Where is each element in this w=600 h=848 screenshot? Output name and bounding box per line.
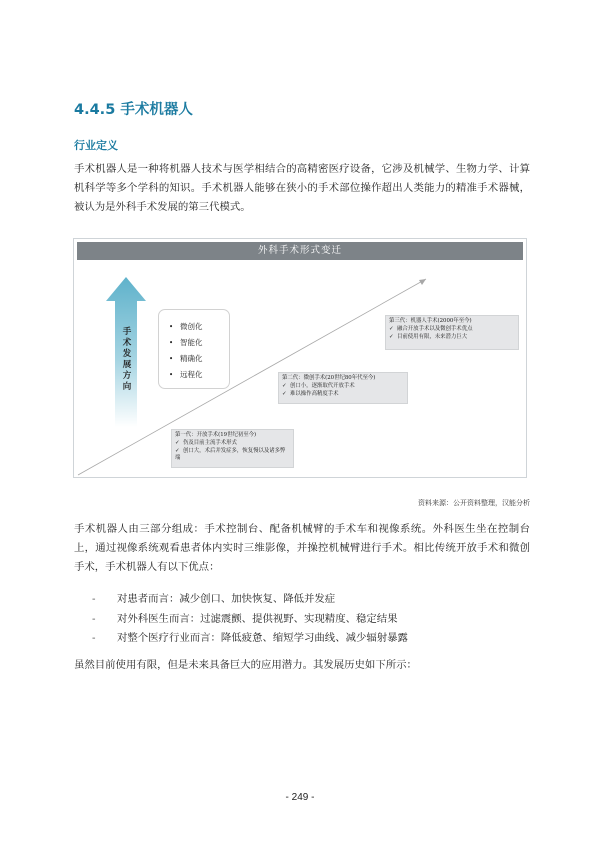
figure-graphics: [74, 239, 528, 479]
check-icon: ✓: [282, 390, 287, 397]
subsection-title: 行业定义: [74, 139, 118, 152]
characteristic-item: • 远程化: [169, 370, 203, 379]
figure-source: 资料来源：公开资料整理，汉能分析: [418, 499, 530, 507]
generation-point-text: 伤及目前主流手术形式: [183, 439, 237, 446]
dash-icon: -: [92, 632, 96, 644]
generation-title: 第二代：微创手术(20世纪80年代至今): [282, 375, 376, 381]
generation-title: 第一代：开放手术(19世纪初至今): [175, 432, 257, 438]
arrow-label-char: 手: [122, 327, 132, 337]
generation-point-text: 难以操作高精度手术: [290, 390, 339, 397]
check-icon: ✓: [175, 447, 180, 454]
generation-point-text: 目前使用有限，未来潜力巨大: [397, 333, 468, 340]
list-item-text: 对患者而言：减少创口、加快恢复、降低并发症: [117, 593, 336, 605]
list-item-text: 对外科医生而言：过滤震颤、提供视野、实现精度、稳定结果: [117, 612, 398, 625]
generation-point: [389, 326, 515, 334]
arrow-label: [121, 327, 133, 393]
characteristic-label: 微创化: [180, 322, 203, 331]
dash-icon: -: [92, 593, 96, 605]
generation-point: [175, 448, 290, 464]
check-icon: ✓: [282, 382, 287, 389]
generation-1-box: [171, 429, 294, 468]
page-number: - 249 -: [285, 792, 315, 803]
characteristic-label: 远程化: [180, 370, 203, 379]
check-icon: ✓: [175, 439, 180, 446]
figure-title: 外科手术形式变迁: [77, 242, 523, 260]
generation-point-text: 创口大，术后并发症多，恢复慢以及诸多弊端: [175, 447, 286, 462]
list-item-text: 对整个医疗行业而言：降低疲惫、缩短学习曲线、减少辐射暴露: [117, 632, 408, 644]
components-paragraph: 手术机器人由三部分组成：手术控制台、配备机械臂的手术车和视像系统。外科医生坐在控制台上，通过视像系统观看患者体内实时三维影像，并操控机械臂进行手术。相比传统开放手术和微创手术，手术机器人有以下优点：: [74, 523, 530, 573]
arrow-label-char: 术: [122, 338, 132, 348]
dash-icon: -: [92, 612, 96, 625]
generation-point: [389, 334, 515, 342]
arrow-label-char: 发: [122, 349, 132, 359]
generation-2-box: [278, 372, 408, 404]
section-title: 4.4.5 手术机器人: [74, 102, 193, 118]
arrow-label-char: 方: [122, 371, 132, 381]
generation-point-text: 融合开放手术以及微创手术优点: [397, 325, 473, 332]
check-icon: ✓: [389, 325, 394, 332]
generation-point: [282, 391, 404, 399]
definition-paragraph: 手术机器人是一种将机器人技术与医学相结合的高精密医疗设备，它涉及机械学、生物力学、计算机科学等多个学科的知识。手术机器人能够在狭小的手术部位操作超出人类能力的精准手术器械，被认为是外科手术发展的第三代模式。: [74, 163, 530, 213]
generation-point-text: 创口小，逐渐取代开放手术: [290, 382, 355, 389]
generation-3-box: [385, 315, 519, 350]
characteristic-item: • 智能化: [169, 338, 203, 347]
list-item: [92, 629, 408, 649]
list-item: [92, 590, 408, 610]
characteristics-box: [158, 309, 230, 389]
history-intro-paragraph: 虽然目前使用有限，但是未来具备巨大的应用潜力。其发展历史如下所示：: [74, 659, 417, 671]
advantages-list: [92, 590, 408, 649]
check-icon: ✓: [389, 333, 394, 340]
arrow-label-char: 展: [122, 360, 132, 370]
surgery-evolution-figure: [73, 238, 527, 478]
characteristic-label: 智能化: [180, 338, 203, 347]
generation-point: [175, 440, 290, 448]
characteristic-item: • 精确化: [169, 354, 203, 363]
generation-title: 第三代：机器人手术(2000年至今): [389, 318, 472, 324]
list-item: [92, 610, 408, 630]
characteristic-label: 精确化: [180, 354, 203, 363]
arrow-label-char: 向: [122, 382, 132, 392]
characteristic-item: • 微创化: [169, 322, 203, 331]
generation-point: [282, 383, 404, 391]
